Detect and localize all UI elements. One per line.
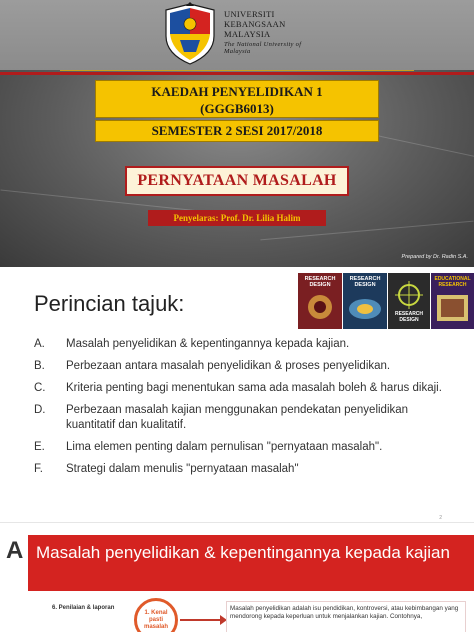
topic-title: PERNYATAAN MASALAH: [137, 172, 337, 189]
list-item-text: Strategi dalam menulis "pernyataan masalah": [66, 463, 299, 475]
book-cover: [388, 273, 430, 329]
section-letter: A: [6, 537, 24, 564]
book-cover: [431, 273, 474, 329]
book-cover: [343, 273, 387, 329]
university-name: [224, 9, 324, 55]
outline-heading: Perincian tajuk:: [34, 291, 185, 316]
list-item: [34, 462, 454, 477]
list-item: [34, 403, 454, 433]
list-item-letter: E.: [34, 441, 45, 453]
list-item-letter: C.: [34, 382, 46, 394]
list-item: [34, 381, 454, 396]
book-covers: [298, 273, 474, 329]
list-item-text: Perbezaan masalah kajian menggunakan pendekatan penyelidikan kuantitatif dan kualitatif.: [66, 404, 409, 431]
list-item-letter: B.: [34, 360, 45, 372]
book-cover: [298, 273, 342, 329]
outline-slide: [0, 267, 474, 522]
university-logo: [162, 2, 312, 68]
outline-list: [34, 337, 454, 484]
ukm-crest-icon: [162, 2, 218, 66]
list-item-text: Kriteria penting bagi menentukan sama ada masalah boleh & harus dikaji.: [66, 382, 442, 394]
list-item: [34, 359, 454, 374]
step1-circle: [134, 598, 178, 632]
course-title: KAEDAH PENYELIDIKAN 1: [151, 84, 323, 99]
book-title: RESEARCH DESIGN: [349, 276, 381, 288]
list-item-letter: F.: [34, 463, 43, 475]
prepared-by: Prepared by Dr. Radin S.A.: [401, 254, 468, 260]
book-title: EDUCATIONAL RESEARCH: [434, 276, 471, 288]
topic-box: [125, 166, 349, 196]
section-banner: [28, 535, 474, 591]
red-divider: [0, 72, 474, 75]
section-banner-title: Masalah penyelidikan & kepentingannya kepada kajian: [36, 543, 450, 562]
university-subtitle: The National University of Malaysia: [224, 41, 302, 55]
list-item-text: Masalah penyelidikan & kepentingannya kepada kajian.: [66, 338, 350, 350]
book-title: RESEARCH DESIGN: [394, 311, 424, 323]
section-description: Masalah penyelidikan adalah isu pendidikan, kontroversi, atau kebimbangan yang mendorong kepada keperluan untuk menjalankan kajian. Contohnya,: [230, 605, 459, 620]
step1-label: 1. Kenal pasti masalah: [143, 610, 168, 630]
page-number: 2: [439, 515, 442, 521]
list-item-text: Perbezaan antara masalah penyelidikan & proses penyelidikan.: [66, 360, 391, 372]
course-code: (GGGB6013): [200, 101, 274, 116]
list-item-letter: A.: [34, 338, 45, 350]
list-item-text: Lima elemen penting dalam pernulisan "pernyataan masalah".: [66, 441, 383, 453]
university-line1: UNIVERSITI: [224, 9, 275, 19]
gold-divider: [60, 70, 414, 71]
list-item: [34, 440, 454, 455]
list-item-letter: D.: [34, 404, 46, 416]
arrow-line: [180, 619, 224, 621]
coordinator-label: Penyelaras: Prof. Dr. Lilia Halim: [173, 213, 301, 223]
section-slide: [0, 522, 474, 632]
semester-label: SEMESTER 2 SESI 2017/2018: [151, 123, 323, 138]
course-title-box: [95, 80, 379, 118]
semester-box: [95, 120, 379, 142]
title-slide: [0, 0, 474, 267]
coordinator-box: [148, 210, 326, 226]
book-title: RESEARCH DESIGN: [304, 276, 336, 288]
university-line3: MALAYSIA: [224, 29, 271, 39]
list-item: [34, 337, 454, 352]
university-line2: KEBANGSAAN: [224, 19, 286, 29]
step6-label: 6. Penilaian & laporan: [52, 605, 115, 611]
